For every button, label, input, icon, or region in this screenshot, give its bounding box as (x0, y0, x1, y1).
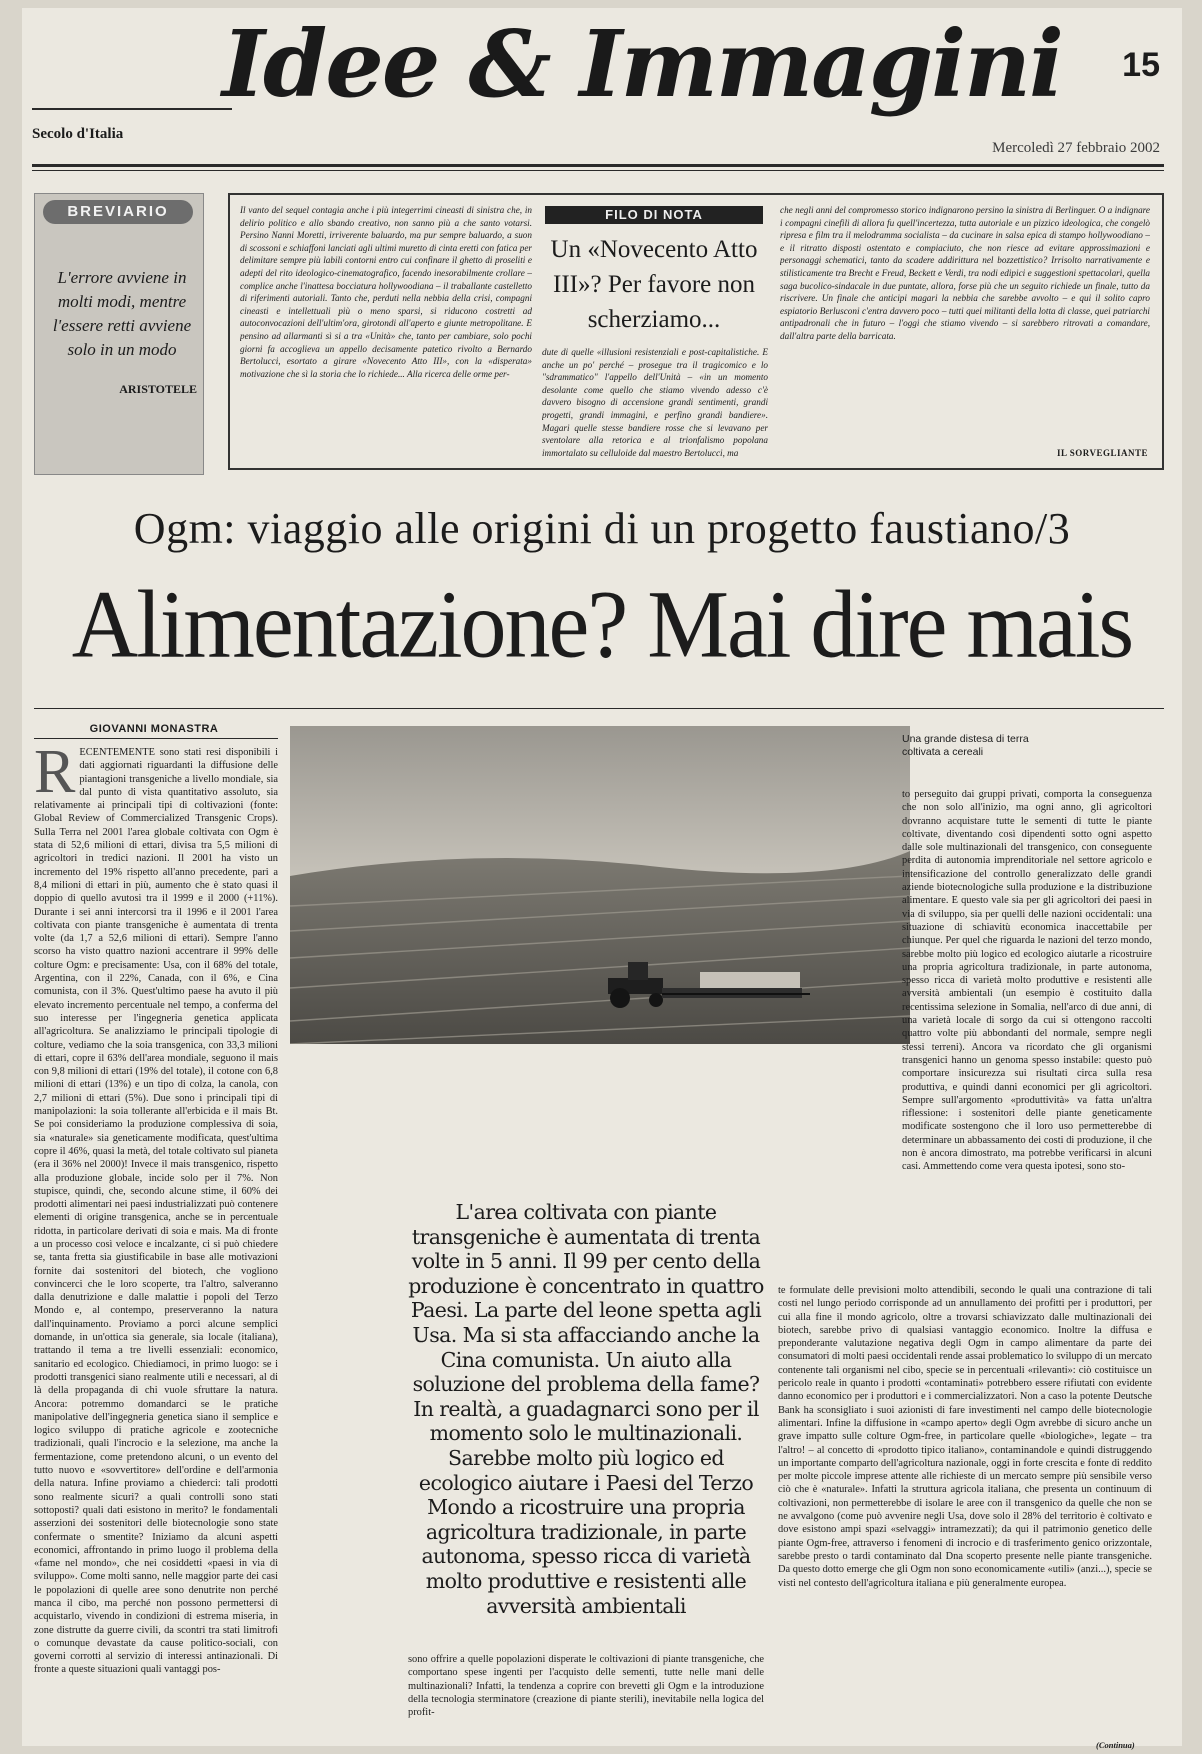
breviario-box (34, 193, 204, 475)
filo-col-2: dute di quelle «illusioni resistenziali e post-capitalistiche. E anche un po' perché – prosegue tra il tragicomico e lo "sdrammatico" l'appello dell'Unità – «in un momento desolante come quello che stiamo vivendo adesso c'è davvero bisogno di accensione grandi sentimenti, grandi progetti, grandi immagini, e perfino grandi bandiere». Magari quelle stesse bandiere rosse che si levavano per sventolare alla retorica e al trionfalismo popolana immortalato su celluloide dal maestro Bertolucci, ma (542, 347, 768, 458)
article-column-right: to perseguito dai gruppi privati, comporta la conseguenza che non solo all'inizio, ma ogni anno, gli agricoltori dovranno acquistare tutte le sementi di tutte le piante coltivate, diventando così dipendenti sotto ogni aspetto dalle sole multinazionali del transgenico, con conseguente perdita di autonomia imprenditoriale nel settore agricolo e intensificazione del controllo generalizzato delle grandi aziende biotecnologiche sulla produzione e la distribuzione alimentare. E questo vale sia per gli agricoltori dei paesi in via di sviluppo, sia per quelli delle nazioni occidentali: una situazione di schiavitù economica inaccettabile per chiunque. Per quel che riguarda le nazioni del terzo mondo, sarebbe molto più logico ed ecologico aiutarle a ricostruire una propria agricoltura tradizionale, in parte autonoma, spesso ricca di varietà molto produttive e resistenti alle avversità ambientali (un esempio è costituito dalla recentissima selezione in Somalia, nell'arco di due anni, di una varietà locale di sorgo da cui si ottengono raccolti quattro volte più abbondanti del normale, sempre negli stessi terreni). Ancora va ricordato che gli organismi transgenici hanno un genoma spesso instabile: questo può comportare insicurezza sui risultati circa sulla resa produttiva, e quindi danni economici per gli agricoltori. Sempre sull'argomento «produttività» va fatta un'altra riflessione: i sostenitori delle piante geneticamente modificate sostengono che il loro uso permetterebbe di determinare un abbassamento dei costi di produzione, il che non è ancora dimostrato, ma potrebbe verificarsi in alcuni casi. Ammettendo come vera questa ipotesi, sono sto- (902, 789, 1152, 1173)
field-photo-image (290, 726, 910, 1044)
article-column-1 (34, 746, 278, 1734)
field-photo (290, 726, 910, 1044)
article-kicker: Ogm: viaggio alle origini di un progetto faustiano/3 (133, 504, 1071, 553)
breviario-author: ARISTOTELE (119, 382, 197, 396)
article-column-middle: sono offrire a quelle popolazioni disperate le coltivazioni di piante transgeniche, che comportano spese ingenti per l'acquisto delle sementi, tutte nelle mani delle multinazionali? Infatti, la tendenza a coprire con brevetti gli Ogm e la introduzione della tecnologia sterminatore (creazione di piante sterili), inevitabile nella logica del profit- (408, 1654, 764, 1719)
pull-quote: L'area coltivata con piante transgeniche è aumentata di trenta volte in 5 anni. Il 99 per cento della produzione è concentrato in quattro Paesi. La parte del leone spetta agli Usa. Ma si sta affacciando anche la Cina comunista. Un aiuto alla soluzione del problema della fame? In realtà, a guadagnarci sono per il momento solo le multinazionali. Sarebbe molto più logico ed ecologico aiutare i Paesi del Terzo Mondo a ricostruire una propria agricoltura tradizionale, in parte autonoma, spesso ricca di varietà molto produttive e resistenti alle avversità ambientali (408, 1200, 764, 1618)
filo-di-nota-label: FILO DI NOTA (545, 206, 763, 224)
newspaper-page (22, 8, 1182, 1750)
page-number: 15 (1122, 46, 1160, 84)
masthead-rule-bottom (32, 164, 1164, 167)
issue-date: Mercoledì 27 febbraio 2002 (992, 140, 1160, 156)
article-byline: GIOVANNI MONASTRA (89, 723, 219, 735)
continua-note: (Continua) (1096, 1740, 1135, 1750)
photo-caption: Una grande distesa di terra coltivata a cereali (902, 733, 1029, 758)
filo-di-nota-headline: Un «Novecento Atto III»? Per favore non scherziamo... (550, 236, 758, 333)
headline-rule (34, 708, 1164, 709)
article-headline: Alimentazione? Mai dire mais (71, 570, 1133, 678)
article-column-1-text: ECENTEMENTE sono stati resi disponibili i dati aggiornati riguardanti la diffusione delle piantagioni transgeniche a livello mondiale, sia dal punto di vista quantitativo assoluto, sia relativamente ai principali tipi di coltivazioni (fonte: Global Review of Commercialized Transgenic Crops). Sulla Terra nel 2001 l'area globale coltivata con Ogm è stata di 52,6 milioni di ettari, divisa tra 5,5 milioni di agricoltori in tredici nazioni. Il 2001 ha visto un incremento del 19% rispetto all'anno precedente, pari a 8,4 milioni di ettari in più, aumento che è stato quasi il doppio di quello avutosi tra il 1999 e il 2000 (+11%). Durante i sei anni intercorsi tra il 1996 e il 2001 l'area coltivata con piante transgeniche è aumentata di trenta volte (da 1,7 a 52,6 milioni di ettari). Sempre l'anno scorso ha visto quattro nazioni accentrare il 99% delle colture Ogm: e precisamente: Usa, con il 68% del totale, Argentina, con il 22%, Canada, con il 6%, e Cina comunista, con il 3%. Quest'ultimo paese ha avuto il più elevato incremento percentuale nel tempo, a conferma del suo interesse per l'ingegneria genetica applicata all'agricoltura. Se analizziamo le principali tipologie di colture, vediamo che la soia transgenica, con 33,3 milioni di ettari, copre il 63% dell'area mondiale, seguono il mais con 9,8 milioni di ettari (19% del totale), il cotone con 6,8 milioni di ettari (13%) e un tipo di colza, la canola, con 2,7 milioni di ettari (5%). Due sono i principali tipi di manipolazioni: la soia tollerante all'erbicida e il mais Bt. Se poi consideriamo la produzione complessiva di soia, sia «naturale» sia geneticamente modificata, quest'ultima copre il 46%, quasi la metà, del totale coltivato sul pianeta (era il 36% nel 2000)! Invece il mais transgenico, rispetto alla produzione globale, incide solo per il 7%. Non stupisce, quindi, che, secondo alcune stime, il 60% dei prodotti alimentari nei paesi industrializzati può contenere elementi di origine transgenica, anche se in percentuale ridotta, in particolare derivati di soia e mais. Ma di fronte a un processo così veloce e incalzante, ci si può chiedere se, tanta fretta sia giustificabile in base alle motivazioni fornite dai sostenitori del biotech, che vogliono convincerci che le loro scoperte, tra l'altro, salveranno dalla denutrizione e dalle malattie i popoli del Terzo Mondo e, al contempo, preserveranno la natura dall'inquinamento. Proviamo a porci alcune semplici domande, in un'ottica sia generale, sia locale (italiana), trattando il tema a tre livelli essenziali: economico, sanitario ed ecologico. Chiediamoci, in primo luogo: se i prodotti transgenici siano realmente utili e necessari, al di là della propaganda di chi vuole sfruttare la natura. Ancora: potremmo domandarci se le pratiche manipolative dell'ingegneria genetica siano il semplice e logico sviluppo di pratiche agricole e zootecniche tradizionali, quali l'incrocio e la selezione, ma anche la fermentazione, come pretendono alcuni, o un evento del tutto nuovo e «sovvertitore» dell'ordine e dell'armonia della natura. Infine proviamo a chiederci: tali prodotti sono realmente sicuri? a quali controlli sono stati sottoposti? quali dati esistono in merito? le fondamentali asserzioni dei sostenitori delle biotecnologie sono state confermate o smentite? Iniziamo da alcuni aspetti economici, affrontando in primo luogo il problema della «fame nel mondo», che nei cosiddetti «paesi in via di sviluppo». Come molti sanno, nelle maggior parte dei casi le popolazioni di quelle aree sono denutrite non perché manca il cibo, ma perché non possono permettersi di acquistarlo, vivendo in condizioni di estrema miseria, in zone distrutte da guerre civili, da scontri tra stati limitrofi o comunque devastate da cause politico-sociali, con governi corrotti al servizio di interessi antinazionali. Di fronte a queste situazioni quali vantaggi pos- (34, 747, 278, 1676)
filo-signature: IL SORVEGLIANTE (1057, 448, 1148, 458)
byline-rule (34, 738, 278, 739)
filo-col-1: Il vanto del sequel contagia anche i più integerrimi cineasti di sinistra che, in delirio politico e allo sbando creativo, non sanno più a che santo votarsi. Persino Nanni Moretti, irriverente baluardo, ma pur sempre baluardo, a suon di scossoni e schiaffoni lanciati agli ultimi muretto di cinta eretti con fatica per delimitare sempre più labili contorni entro cui confinare il ghetto di proseliti e adepti del rito ideologico-cinematografico, facendo inesorabilmente crollare – complice anche l'inattesa bocciatura hollywoodiana – il traballante castelletto di riferimenti autoriali. Tanto che, perduti nella nebbia della crisi, compagni cineasti e intellettuali più o meno sparsi, si riducono costretti ad autoconvocazioni dell'ultim'ora, girotondi all'aperto e giunte metropolitane. E pensino ad allarmanti sì si a tra «Unità» che, tanto per cambiare, solo pochi giorni fa accoglieva un appello decisamente patetico rivolto a Bernardo Bertolucci, esortato a girare «Novecento Atto III», con la «disperata» motivazione che sì la storia che lo richiede... Alla ricerca delle orme per- (240, 205, 532, 379)
masthead-rule-top (32, 108, 232, 110)
drop-cap: R (34, 746, 76, 806)
breviario-quote: L'errore avviene in molti modi, mentre l'essere retti avviene solo in un modo (52, 268, 192, 359)
article-column-right-lower: te formulate delle previsioni molto attendibili, secondo le quali una contrazione di tali costi nel lungo periodo corrisponde ad un annullamento dei profitti per i produttori, per cui alla fine il mondo agricolo, oltre a trovarsi schiavizzato dalle multinazionali dei biotech, sarebbe privo di qualsiasi vantaggio economico. Inoltre la diffusa e preponderante valutazione negativa degli Ogm in campo alimentare da parte dei consumatori di molti paesi occidentali rende assai problematico lo sviluppo di un mercato contenente tali organismi nel cibo, specie se in percentuali «rilevanti»: ciò costituisce un pericolo reale in quanto i prodotti «contaminati» potrebbero essere rifiutati con evidente danno economico per i produttori e i commercializzatori. Non a caso la potente Deutsche Bank ha sconsigliato i suoi azionisti di fare investimenti nel campo delle biotecnologie alimentari. Infine la diffusione in «campo aperto» degli Ogm avrebbe di sicuro anche un grave impatto sulle colture Ogm-free, in particolare quelle «biologiche», legate – tra l'altro! – al concetto di «prodotto tipico italiano», contaminandole e quindi distruggendo un importante comparto dell'agricoltura nazionale, oggi in forte crescita e fonte di reddito per molte piccole imprese attente alle richieste di un mercato sempre più sensibile verso ciò che è «naturale». Infatti la struttura agricola italiana, che presenta un continuum di coltivazioni, non permetterebbe di isolare le aree con il transgenico da quelle che non se ne avvalgono (come può avvenire negli Usa, dove solo il 28% del territorio è coltivato e dove esistono ampi spazi «selvaggi» intramezzati); da qui il patrimonio genetico delle piante Ogm-free, attraverso i fenomeni di incrocio e di trasferimento genico orizzontale, sarebbe presto o tardi contaminato dal Dna scoperto presente nelle piante transgeniche. Da questo dotto emerge che gli Ogm non sono economicamente «utili» (anzi...), specie se visti nel contesto dell'agricoltura italiana e più generalmente europea. (778, 1285, 1152, 1589)
breviario-label: BREVIARIO (43, 200, 193, 224)
filo-col-3: che negli anni del compromesso storico indignarono persino la sinistra di Berlinguer. O a indignare i compagni cinefili di allora fu quell'incertezza, tutta autoriale e un pizzico ideologica, che congelò ripresa e film tra il melodramma socialista – da cucinare in salsa epica di stampo hollywoodiano – e il ritratto disposti ostentato e compiaciuto, che non riesce ad evitare approssimazioni e personaggi schematici, tanto da scadere addirittura nel bozzettistico? Irrisolto narrativamente e stilisticamente tra Brecht e Freud, Beckett e Verdi, tra nodi edipici e suggestioni spettacolari, quella saga bucolico-sindacale in due puntate, allora, forse più che un seguito richiede un finale, tutto da riscrivere. Un finale che anticipi magari la nebbia che sarebbe avvolto – e qui il solito capro espiatorio Berlusconi c'entra davvero poco – tutti quei militanti della lotta di classe, quei patriarchi antipadronali che in futuro – l'oggi che stiamo vivendo – si sarebbero ritrovati a comandare, dall'altra parte della barricata. (780, 205, 1150, 341)
publication-name: Secolo d'Italia (32, 126, 124, 142)
masthead-rule-bottom-thin (32, 170, 1164, 171)
section-title: Idee & Immagini (222, 10, 1063, 118)
